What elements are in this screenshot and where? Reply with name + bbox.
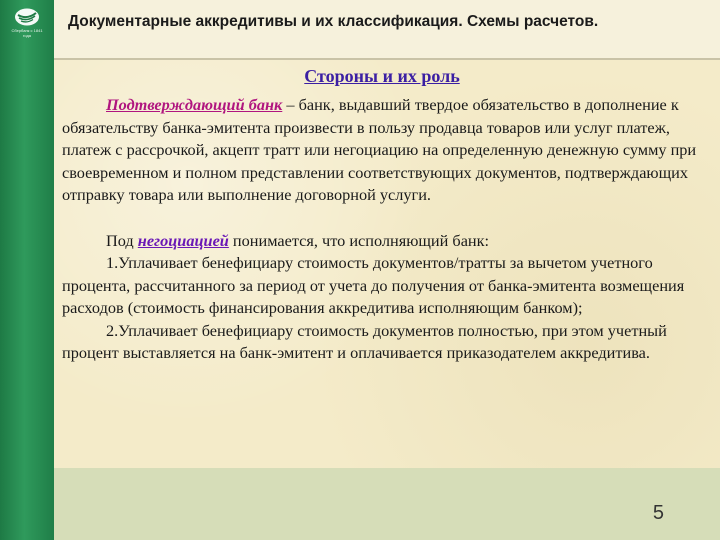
- content-panel: [54, 60, 720, 468]
- logo-caption: Сбербанк с 1841 года: [11, 28, 43, 38]
- section-heading: Стороны и их роль: [304, 66, 460, 86]
- list-item-2: 2.Уплачивает бенефициару стоимость документов полностью, при этом учетный процент выставляется на банк-эмитент и оплачивается приказодателем аккредитива.: [62, 320, 667, 362]
- negotiation-prefix: Под: [106, 230, 138, 250]
- list-item-1: 1.Уплачивает бенефициару стоимость документов/тратты за вычетом учетного процента, рассчитанного за период от учета до получения от банка-эмитента возмещения расходов (стоимость финансирования аккредитива исполняющим банком);: [62, 253, 685, 317]
- term-negotiation: негоциацией: [137, 230, 229, 250]
- footer-bar: [54, 468, 720, 540]
- page-number: 5: [652, 502, 664, 524]
- left-sidebar-bar: [0, 0, 54, 540]
- bank-logo: [8, 8, 46, 38]
- paragraph-confirming-bank: [62, 94, 702, 207]
- title-bar: [54, 0, 720, 60]
- definition-confirming-bank: – банк, выдавший твердое обязательство в дополнение к обязательству банка-эмитента произвести в пользу продавца товаров или услуг платеж, платеж с рассрочкой, акцепт тратт или негоциацию на определенную денежную сумму при своевременном и полном представлении соответствующих документов, подтверждающих отправку товара или выполнение договорной услуги.: [62, 95, 697, 204]
- content-body: [62, 64, 702, 365]
- paragraph-negotiation: [62, 230, 702, 253]
- term-confirming-bank: Подтверждающий банк: [106, 95, 283, 114]
- negotiation-intro: понимается, что исполняющий банк:: [228, 230, 490, 250]
- spacer: [62, 207, 702, 230]
- slide-title: Документарные аккредитивы и их классификация. Схемы расчетов.: [68, 13, 599, 30]
- bank-emblem-icon: [14, 8, 40, 26]
